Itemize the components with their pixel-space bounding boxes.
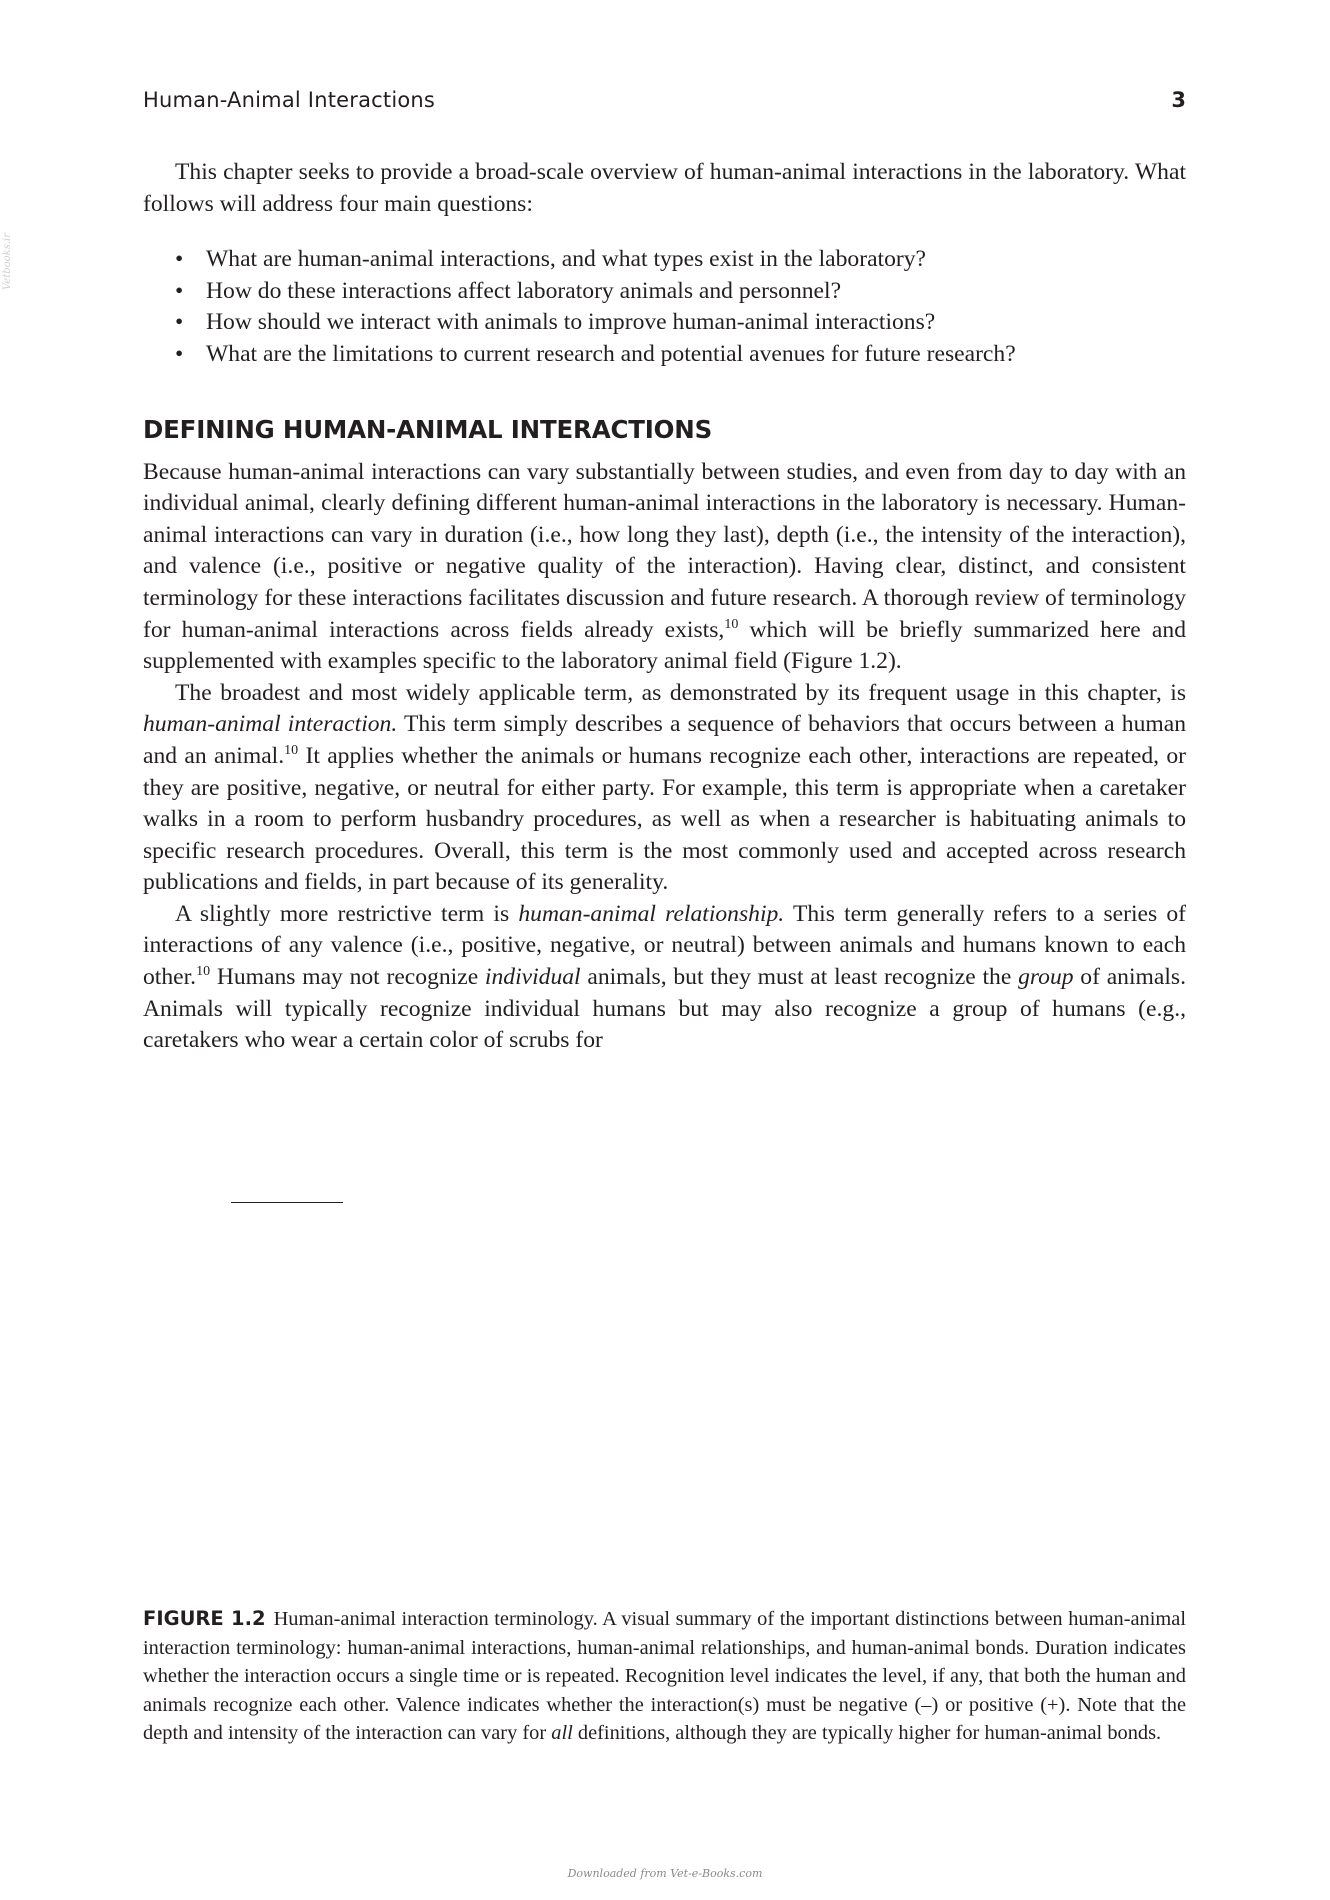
figure-label: FIGURE 1.2: [143, 1607, 266, 1630]
page-header: [143, 88, 1186, 122]
paragraph-terminology: [143, 457, 1186, 678]
list-item: [175, 339, 1186, 371]
reference-marker: 10: [196, 964, 211, 980]
reference-marker: 10: [724, 616, 739, 632]
paragraph-text: which will be briefly summarized here and supplemented with examples specific to the laboratory animal field (Figure 1.2).: [143, 616, 1186, 675]
paragraph-relationship: [143, 899, 1186, 1057]
caption-emphasis: all: [551, 1722, 573, 1744]
body-text: [143, 157, 1186, 1057]
list-item-text: How do these interactions affect laboratory animals and personnel?: [206, 277, 842, 304]
bullet-icon: •: [175, 277, 184, 304]
list-item-text: How should we interact with animals to improve human-animal interactions?: [206, 309, 936, 336]
paragraph-text: This term generally refers to a series of interactions of any valence (i.e., positive, negative, or neutral) between animals and humans known to each other.: [143, 900, 1186, 991]
list-item-text: What are human-animal interactions, and what types exist in the laboratory?: [206, 246, 927, 273]
paragraph-text: of animals. Animals will typically recognize individual humans but may also recognize a group of humans (e.g., caretakers who wear a certain color of scrubs for: [143, 964, 1186, 1054]
page-number: 3: [1171, 88, 1186, 112]
paragraph-text: The broadest and most widely applicable term, as demonstrated by its frequent usage in this chapter, is: [175, 679, 1186, 706]
caption-text: Human-animal interaction terminology. A visual summary of the important distinctions between human-animal interaction terminology: human-animal interactions, human-animal relationships, and human-animal bonds. Duration indicates whether the interaction occurs a single time or is repeated. Recognition level indicates the level, if any, that both the human and animals recognize each other. Valence indicates whether the interaction(s) must be negative (–) or positive (+). Note that the depth and intensity of the interaction can vary for: [143, 1608, 1186, 1744]
footer-watermark: Downloaded from Vet-e-Books.com: [567, 1867, 763, 1880]
bullet-icon: •: [175, 246, 184, 273]
caption-text: definitions, although they are typically higher for human-animal bonds.: [572, 1722, 1162, 1744]
list-item: [175, 307, 1186, 339]
paragraph-text: A slightly more restrictive term is: [175, 900, 519, 927]
question-list: [143, 244, 1186, 370]
paragraph-text: animals, but they must at least recognize the: [580, 964, 1019, 991]
emphasis-individual: individual: [484, 964, 581, 991]
list-item: [175, 244, 1186, 276]
section-heading: DEFINING HUMAN-ANIMAL INTERACTIONS: [143, 414, 713, 444]
paragraph-interaction: [143, 678, 1186, 899]
bullet-icon: •: [175, 309, 184, 336]
term-human-animal-interaction: human-animal interaction.: [143, 711, 398, 738]
paragraph-text: This term simply describes a sequence of behaviors that occurs between a human and an animal.: [143, 711, 1187, 769]
emphasis-group: group: [1018, 964, 1074, 991]
figure-caption: [143, 1605, 1186, 1748]
reference-marker: 10: [284, 742, 299, 758]
paragraph-text: Humans may not recognize: [210, 964, 485, 991]
side-watermark: Vetbooks.ir: [2, 232, 13, 290]
footnote-rule: [231, 1202, 343, 1203]
bullet-icon: •: [175, 340, 184, 367]
list-item-text: What are the limitations to current research and potential avenues for future research?: [206, 340, 1016, 367]
list-item: [175, 276, 1186, 308]
paragraph-text: Because human-animal interactions can vary substantially between studies, and even from day to day with an individual animal, clearly defining different human-animal interactions in the laboratory is necessary. Human-animal interactions can vary in duration (i.e., how long they last), depth (i.e., the intensity of the interaction), and valence (i.e., positive or negative quality of the interaction). Having clear, distinct, and consistent terminology for these interactions facilitates discussion and future research. A thorough review of terminology for human-animal interactions across fields already exists,: [143, 458, 1186, 643]
paragraph-text: It applies whether the animals or humans recognize each other, interactions are repeated, or they are positive, negative, or neutral for either party. For example, this term is appropriate when a caretaker walks in a room to perform husbandry procedures, as well as when a researcher is habituating animals to specific research procedures. Overall, this term is the most commonly used and accepted across research publications and fields, in part because of its generality.: [143, 742, 1187, 896]
intro-paragraph: This chapter seeks to provide a broad-scale overview of human-animal interactions in the laboratory. What follows will address four main questions:: [143, 159, 1186, 217]
term-human-animal-relationship: human-animal relationship.: [518, 900, 785, 927]
running-head: Human-Animal Interactions: [143, 88, 436, 112]
